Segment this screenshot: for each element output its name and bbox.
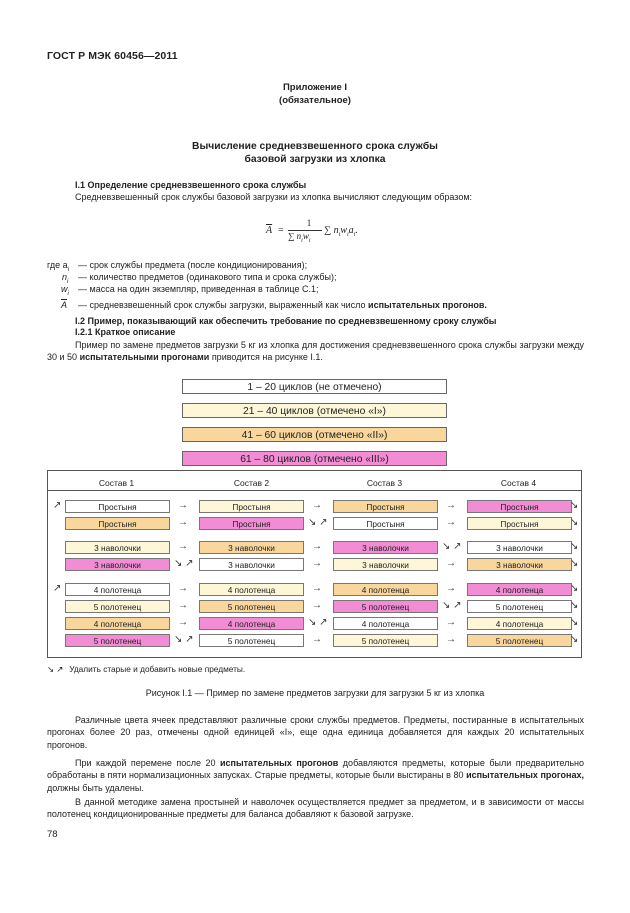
column-header-2: Состав 2: [233, 478, 270, 488]
page-number: 78: [47, 829, 58, 840]
remove-arrow-icon: ↘: [570, 617, 579, 628]
transition-arrow-icon: →: [178, 583, 188, 594]
figure-cell: 4 полотенца: [333, 617, 438, 630]
transition-arrow-icon: ↘ ↗: [442, 541, 462, 552]
figure-frame: [47, 470, 582, 658]
add-arrow-icon: ↗: [53, 500, 62, 511]
where-text-A: — средневзвешенный срок службы загрузки, выраженный как число испытательных прогонов.: [78, 300, 487, 310]
column-header-3: Состав 3: [366, 478, 403, 488]
figure-cell: 3 наволочки: [333, 541, 438, 554]
transition-arrow-icon: →: [446, 583, 456, 594]
transition-arrow-icon: →: [446, 634, 456, 645]
where-text-a: — срок службы предмета (после кондиционирования);: [78, 260, 308, 270]
transition-arrow-icon: →: [312, 634, 322, 645]
transition-arrow-icon: →: [312, 558, 322, 569]
legend-row-2: 21 – 40 циклов (отмечено «I»): [182, 403, 447, 418]
document-header: ГОСТ Р МЭК 60456—2011: [47, 50, 178, 62]
main-title-line1: Вычисление средневзвешенного срока службы: [192, 141, 438, 152]
paragraph-1: Различные цвета ячеек представляют различные сроки службы предметов. Предметы, постиранные в испытательных прогонах более 20 раз, отмечены одной единицей «I», еще одна единица добавляется для каждых 20 испытательных прогонов.: [47, 715, 584, 750]
figure-caption: Рисунок I.1 — Пример по замене предметов загрузки для загрузки 5 кг из хлопка: [145, 688, 485, 698]
figure-cell: 3 наволочки: [65, 541, 170, 554]
figure-cell: 3 наволочки: [199, 558, 304, 571]
figure-cell: 5 полотенец: [333, 634, 438, 647]
transition-arrow-icon: →: [446, 500, 456, 511]
figure-cell: 3 наволочки: [333, 558, 438, 571]
figure-cell: 3 наволочки: [199, 541, 304, 554]
section-1-heading: I.1 Определение средневзвешенного срока службы: [75, 180, 307, 190]
figure-cell: 5 полотенец: [467, 600, 572, 613]
transition-arrow-icon: →: [178, 517, 188, 528]
section-2-heading: I.2 Пример, показывающий как обеспечить требование по средневзвешенному сроку службы: [75, 316, 497, 326]
transition-arrow-icon: ↘ ↗: [442, 600, 462, 611]
transition-arrow-icon: →: [446, 558, 456, 569]
where-item-A: $\overline{A}$: [61, 300, 68, 310]
remove-arrow-icon: ↘: [570, 517, 579, 528]
transition-arrow-icon: ↘ ↗: [308, 517, 328, 528]
transition-arrow-icon: →: [178, 500, 188, 511]
figure-cell: 4 полотенца: [199, 617, 304, 630]
figure-cell: 5 полотенец: [65, 634, 170, 647]
legend-row-3: 41 – 60 циклов (отмечено «II»): [182, 427, 447, 442]
where-item-w: $w_i$: [61, 284, 69, 297]
transition-arrow-icon: →: [446, 617, 456, 628]
figure-cell: Простыня: [65, 517, 170, 530]
figure-cell: 3 наволочки: [467, 541, 572, 554]
remove-arrow-icon: ↘: [570, 541, 579, 552]
figure-cell: Простыня: [333, 500, 438, 513]
paragraph-3: В данной методике замена простыней и наволочек осуществляется предмет за предметом, и в зависимости от массы полотенец кондиционированные предметы для баланса добавляют к базовой загрузке.: [47, 797, 584, 820]
legend-row-4: 61 – 80 циклов (отмечено «III»): [182, 451, 447, 466]
transition-arrow-icon: →: [312, 600, 322, 611]
section-1-text: Средневзвешенный срок службы базовой загрузки из хлопка вычисляют следующим образом:: [75, 192, 473, 202]
column-header-1: Состав 1: [98, 478, 135, 488]
formula-sum: ∑ $n_iw_ia_i$.: [324, 225, 358, 238]
where-item-a: где $a_i$: [47, 260, 69, 273]
section-2-text: Пример по замене предметов загрузки 5 кг из хлопка для достижения средневзвешенного срока службы загрузки между 30 и 50 испытательными прогонами приводится на рисунке I.1.: [47, 340, 584, 363]
remove-arrow-icon: ↘: [570, 634, 579, 645]
formula: [266, 218, 386, 248]
figure-header-divider: [48, 490, 581, 491]
figure-cell: Простыня: [199, 500, 304, 513]
formula-eq: =: [278, 225, 284, 236]
legend-row-1: 1 – 20 циклов (не отмечено): [182, 379, 447, 394]
appendix-title: Приложение I: [282, 82, 348, 93]
transition-arrow-icon: ↘ ↗: [174, 558, 194, 569]
where-text-n: — количество предметов (одинакового типа и срока службы);: [78, 272, 337, 282]
transition-arrow-icon: →: [312, 583, 322, 594]
formula-numerator: 1: [306, 218, 312, 228]
figure-note: ↘ ↗ Удалить старые и добавить новые предметы.: [47, 664, 246, 674]
figure-cell: 3 наволочки: [65, 558, 170, 571]
transition-arrow-icon: →: [178, 600, 188, 611]
remove-arrow-icon: ↘: [570, 600, 579, 611]
transition-arrow-icon: →: [312, 500, 322, 511]
where-item-n: $n_i$: [62, 272, 69, 285]
section-2-subheading: I.2.1 Краткое описание: [75, 327, 176, 337]
remove-arrow-icon: ↘: [570, 500, 579, 511]
figure-cell: 5 полотенец: [199, 634, 304, 647]
main-title-line2: базовой загрузки из хлопка: [244, 154, 386, 165]
remove-arrow-icon: ↘: [570, 558, 579, 569]
figure-cell: 3 наволочки: [467, 558, 572, 571]
transition-arrow-icon: →: [446, 517, 456, 528]
transition-arrow-icon: →: [312, 541, 322, 552]
figure-cell: 4 полотенца: [65, 617, 170, 630]
figure-cell: 4 полотенца: [333, 583, 438, 596]
figure-cell: 5 полотенец: [65, 600, 170, 613]
add-arrow-icon: ↗: [53, 583, 62, 594]
figure-cell: Простыня: [467, 517, 572, 530]
where-text-w: — масса на один экземпляр, приведенная в таблице С.1;: [78, 284, 319, 294]
figure-cell: 5 полотенец: [467, 634, 572, 647]
figure-cell: 4 полотенца: [467, 617, 572, 630]
figure-cell: Простыня: [65, 500, 170, 513]
figure-cell: Простыня: [333, 517, 438, 530]
figure-cell: 5 полотенец: [333, 600, 438, 613]
appendix-subtitle: (обязательное): [279, 95, 351, 106]
paragraph-2: При каждой перемене после 20 испытательных прогонов добавляются предметы, которые были предварительно обработаны в пяти нормализационных запусках. Старые предметы, которые были выстираны в 80 испытательных прогонах, должны быть удалены.: [47, 758, 585, 793]
figure-cell: Простыня: [467, 500, 572, 513]
remove-arrow-icon: ↘: [570, 583, 579, 594]
figure-cell: Простыня: [199, 517, 304, 530]
formula-lhs: $\overline{A}$: [266, 225, 273, 236]
transition-arrow-icon: →: [178, 617, 188, 628]
transition-arrow-icon: ↘ ↗: [308, 617, 328, 628]
formula-denominator: ∑ $n_iw_i$: [288, 231, 311, 244]
figure-cell: 4 полотенца: [467, 583, 572, 596]
transition-arrow-icon: ↘ ↗: [174, 634, 194, 645]
figure-cell: 5 полотенец: [199, 600, 304, 613]
figure-cell: 4 полотенца: [65, 583, 170, 596]
column-header-4: Состав 4: [500, 478, 537, 488]
figure-cell: 4 полотенца: [199, 583, 304, 596]
transition-arrow-icon: →: [178, 541, 188, 552]
